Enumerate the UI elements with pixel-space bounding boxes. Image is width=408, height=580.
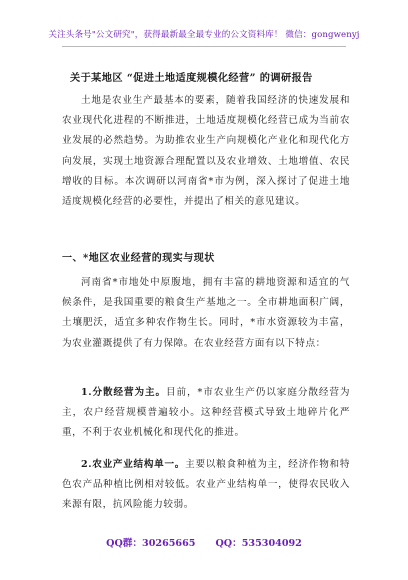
list-item (62, 455, 350, 516)
list-item-text: 目前，*市农业生产仍以家庭分散经营为主，农户经营规模普遍较小。这种经营模式导致土地碎片化严重，不利于农业机械化和现代化的推进。 (62, 387, 350, 439)
list-item (62, 383, 350, 444)
header-divider (62, 46, 346, 47)
document-title: 关于某地区 “促进土地适度规模化经营” 的调研报告 (70, 72, 313, 84)
list-item-lead: 1.分散经营为主。 (81, 387, 167, 398)
footer-contact (0, 535, 408, 549)
footer-qq: QQ：535304092 (215, 538, 302, 549)
list-item-text: 主要以粮食种植为主，经济作物和特色农产品种植比例相对较低。农业产业结构单一，使得农民收入来源有限，抗风险能力较弱。 (62, 459, 350, 511)
footer-qq-group: QQ群：30265665 (106, 538, 196, 549)
header-banner: 关注头条号"公文研究"，获得最新最全最专业的公文资料库！ 微信：gongwenyj (48, 30, 360, 40)
section-heading: 一、*地区农业经营的现实与现状 (62, 253, 215, 264)
section-paragraph: 河南省*市地处中原腹地，拥有丰富的耕地资源和适宜的气候条件，是我国重要的粮食生产基地之一。全市耕地面积广阔，土壤肥沃，适宜多种农作物生长。同时，*市水资源较为丰富，为农业灌溉提供了有力保障。在农业经营方面有以下特点： (62, 277, 350, 349)
intro-paragraph: 土地是农业生产最基本的要素，随着我国经济的快速发展和农业现代化进程的不断推进，土地适度规模化经营已成为当前农业发展的必然趋势。为助推农业生产向规模化产业化和现代化方向发展，实现土地资源合理配置以及农业增效、土地增值、农民增收的目标。本次调研以河南省*市为例，深入探讨了促进土地适度规模化经营的必要性，并提出了相关的意见建议。 (62, 95, 350, 208)
list-item-lead: 2.农业产业结构单一。 (81, 459, 186, 470)
